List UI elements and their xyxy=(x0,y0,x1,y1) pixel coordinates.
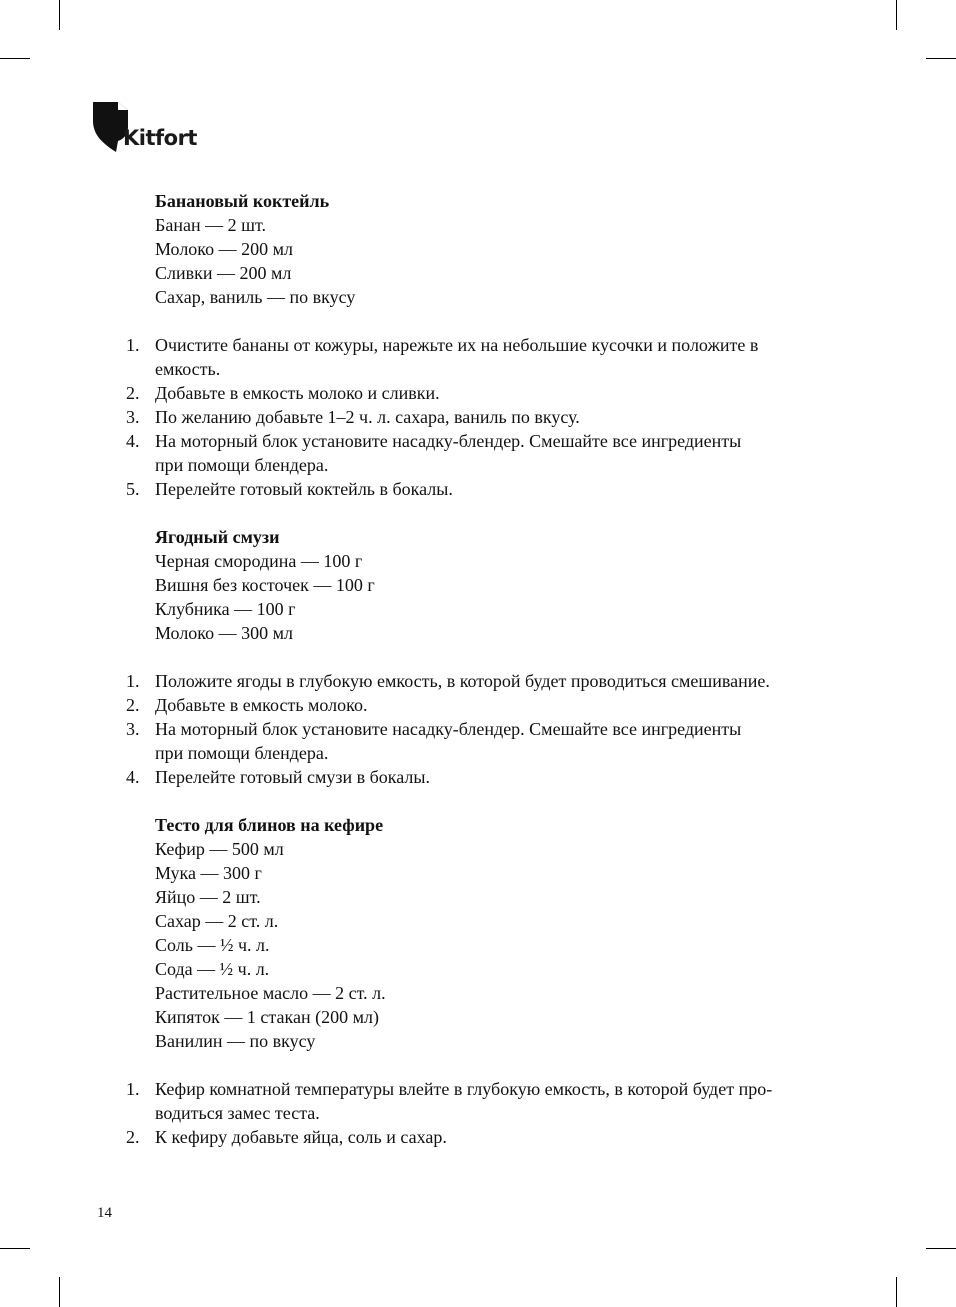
step-number: 1. xyxy=(126,1079,140,1099)
step-text: Положите ягоды в глубокую емкость, в которой будет проводиться смешивание. xyxy=(155,671,770,691)
step-text: при помощи блендера. xyxy=(155,455,329,475)
recipe-title: Ягодный смузи xyxy=(155,527,280,547)
ingredient-item: Сахар — 2 ст. л. xyxy=(155,911,279,931)
ingredient-item: Яйцо — 2 шт. xyxy=(155,887,261,907)
crop-mark xyxy=(0,1248,30,1249)
step-text: Перелейте готовый коктейль в бокалы. xyxy=(155,479,453,499)
step-text: водиться замес теста. xyxy=(155,1103,320,1123)
ingredient-item: Кефир — 500 мл xyxy=(155,839,284,859)
ingredient-item: Молоко — 200 мл xyxy=(155,239,294,259)
ingredient-item: Кипяток — 1 стакан (200 мл) xyxy=(155,1007,379,1027)
step-text: По желанию добавьте 1–2 ч. л. сахара, ваниль по вкусу. xyxy=(155,407,580,427)
crop-mark xyxy=(926,1248,956,1249)
ingredient-item: Банан — 2 шт. xyxy=(155,215,266,235)
step-text: Перелейте готовый смузи в бокалы. xyxy=(155,767,430,787)
step-number: 1. xyxy=(126,671,140,691)
crop-mark xyxy=(59,0,60,30)
step-number: 4. xyxy=(126,767,140,787)
crop-mark xyxy=(926,58,956,59)
recipe-title: Банановый коктейль xyxy=(155,191,330,211)
step-text: емкость. xyxy=(155,359,221,379)
crop-mark xyxy=(896,0,897,30)
step-text: при помощи блендера. xyxy=(155,743,329,763)
step-text: На моторный блок установите насадку-блендер. Смешайте все ингредиенты xyxy=(155,431,742,451)
ingredient-item: Растительное масло — 2 ст. л. xyxy=(155,983,386,1003)
step-text: Кефир комнатной температуры влейте в глубокую емкость, в которой будет про- xyxy=(155,1079,773,1099)
step-text: К кефиру добавьте яйца, соль и сахар. xyxy=(155,1127,447,1147)
kitfort-logo xyxy=(92,101,202,157)
step-number: 3. xyxy=(126,407,140,427)
ingredient-item: Соль — ½ ч. л. xyxy=(155,935,270,955)
step-number: 2. xyxy=(126,1127,140,1147)
step-text: Добавьте в емкость молоко. xyxy=(155,695,368,715)
step-number: 1. xyxy=(126,335,140,355)
crop-mark xyxy=(59,1277,60,1307)
ingredient-item: Сахар, ваниль — по вкусу xyxy=(155,287,356,307)
crop-mark xyxy=(896,1277,897,1307)
ingredient-item: Черная смородина — 100 г xyxy=(155,551,363,571)
step-text: На моторный блок установите насадку-блендер. Смешайте все ингредиенты xyxy=(155,719,742,739)
crop-mark xyxy=(0,58,30,59)
page-number: 14 xyxy=(97,1205,112,1221)
ingredient-item: Вишня без косточек — 100 г xyxy=(155,575,375,595)
ingredient-item: Молоко — 300 мл xyxy=(155,623,294,643)
step-text: Очистите бананы от кожуры, нарежьте их на небольшие кусочки и положите в xyxy=(155,335,759,355)
ingredient-item: Сливки — 200 мл xyxy=(155,263,292,283)
ingredient-item: Клубника — 100 г xyxy=(155,599,296,619)
ingredient-item: Мука — 300 г xyxy=(155,863,262,883)
ingredient-item: Ванилин — по вкусу xyxy=(155,1031,316,1051)
step-number: 2. xyxy=(126,695,140,715)
step-number: 3. xyxy=(126,719,140,739)
brand-name: Kitfort xyxy=(123,126,197,150)
step-number: 2. xyxy=(126,383,140,403)
recipe-title: Тесто для блинов на кефире xyxy=(155,815,384,835)
step-text: Добавьте в емкость молоко и сливки. xyxy=(155,383,440,403)
step-number: 4. xyxy=(126,431,140,451)
step-number: 5. xyxy=(126,479,140,499)
ingredient-item: Сода — ½ ч. л. xyxy=(155,959,270,979)
